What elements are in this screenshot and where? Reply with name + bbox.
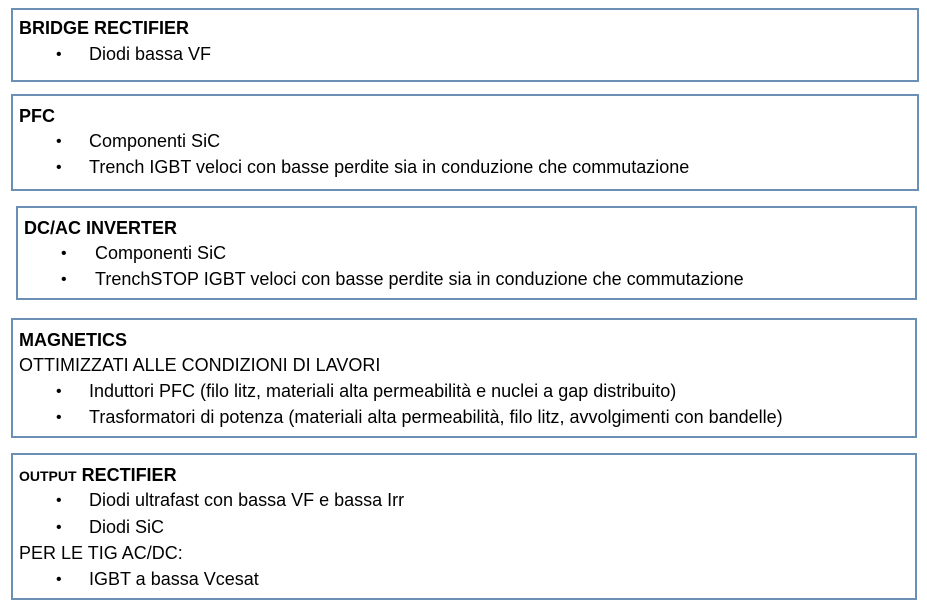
bullet-icon: •	[61, 245, 67, 262]
bridge-item-1: Diodi bassa VF	[89, 44, 212, 64]
bullet-icon: •	[56, 519, 62, 536]
bullet-icon: •	[56, 492, 62, 509]
pfc-item-1: Componenti SiC	[89, 131, 221, 151]
inverter-box	[16, 206, 917, 300]
bullet-icon: •	[56, 383, 62, 400]
output-rectifier-box	[11, 453, 917, 600]
output-title-rest: RECTIFIER	[76, 465, 177, 485]
magnetics-subtitle: OTTIMIZZATI ALLE CONDIZIONI DI LAVORI	[19, 355, 381, 375]
output-rectifier-title	[19, 464, 177, 487]
bridge-rectifier-box	[11, 8, 919, 82]
pfc-box	[11, 94, 919, 191]
magnetics-item-1: Induttori PFC (filo litz, materiali alta permeabilità e nuclei a gap distribuito)	[89, 381, 677, 401]
magnetics-item-2: Trasformatori di potenza (materiali alta permeabilità, filo litz, avvolgimenti con bandelle)	[89, 407, 783, 427]
bullet-icon: •	[56, 133, 62, 150]
output-note: PER LE TIG AC/DC:	[19, 543, 183, 563]
bridge-rectifier-title: BRIDGE RECTIFIER	[19, 18, 190, 38]
pfc-title: PFC	[19, 106, 55, 126]
inverter-title: DC/AC INVERTER	[24, 218, 178, 238]
output-note-item-1: IGBT a bassa Vcesat	[89, 569, 259, 589]
bullet-icon: •	[56, 571, 62, 588]
magnetics-title: MAGNETICS	[19, 330, 127, 350]
magnetics-box	[11, 318, 917, 438]
bullet-icon: •	[56, 159, 62, 176]
inverter-item-1: Componenti SiC	[95, 243, 227, 263]
bullet-icon: •	[56, 409, 62, 426]
output-item-1: Diodi ultrafast con bassa VF e bassa Irr	[89, 490, 405, 510]
pfc-item-2: Trench IGBT veloci con basse perdite sia in conduzione che commutazione	[89, 157, 690, 177]
output-title-prefix: OUTPUT	[19, 468, 77, 484]
bullet-icon: •	[61, 271, 67, 288]
output-item-2: Diodi SiC	[89, 517, 165, 537]
bullet-icon: •	[56, 46, 62, 63]
inverter-item-2: TrenchSTOP IGBT veloci con basse perdite sia in conduzione che commutazione	[95, 269, 744, 289]
